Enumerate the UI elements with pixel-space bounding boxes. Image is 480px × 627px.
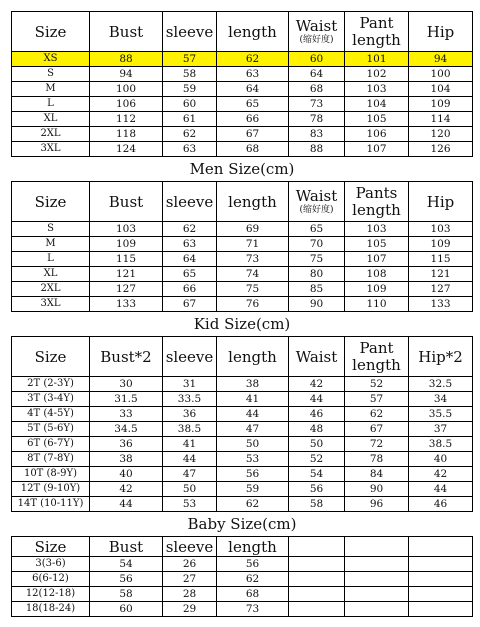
table-row: 8T (7-8Y) 38 44 53 52 78 40 — [12, 452, 473, 467]
men-header-waist: Waist (缩好度) — [289, 182, 345, 222]
table-row: S 94 58 63 64 102 100 — [12, 67, 473, 82]
table-row: XS 88 57 62 60 101 94 — [12, 52, 473, 67]
empty-cell — [409, 587, 473, 602]
table-row: 10T (8-9Y) 40 47 56 54 84 42 — [12, 467, 473, 482]
kid-header-hip: Hip*2 — [409, 337, 473, 377]
baby-header-bust: Bust — [90, 537, 163, 557]
women-header-size: Size — [12, 12, 90, 52]
kid-header-row — [12, 337, 473, 377]
baby-header-row — [12, 537, 473, 557]
kid-header-size: Size — [12, 337, 90, 377]
women-header-sleeve: sleeve — [163, 12, 217, 52]
empty-cell — [345, 572, 409, 587]
table-row: M 100 59 64 68 103 104 — [12, 82, 473, 97]
empty-cell — [345, 557, 409, 572]
empty-cell — [345, 587, 409, 602]
empty-cell — [409, 602, 473, 617]
size-chart-table — [11, 11, 473, 617]
table-row: 18(18-24) 60 29 73 — [12, 602, 473, 617]
men-section-title: Men Size(cm) — [12, 157, 473, 182]
table-row: 2XL 127 66 75 85 109 127 — [12, 282, 473, 297]
empty-cell — [345, 537, 409, 557]
baby-header-sleeve: sleeve — [163, 537, 217, 557]
women-header-hip: Hip — [409, 12, 473, 52]
kid-header-sleeve: sleeve — [163, 337, 217, 377]
kid-section-title: Kid Size(cm) — [12, 312, 473, 337]
table-row: 2T (2-3Y) 30 31 38 42 52 32.5 — [12, 377, 473, 392]
empty-cell — [409, 572, 473, 587]
men-section-title-row — [12, 157, 473, 182]
table-row: 14T (10-11Y) 44 53 62 58 96 46 — [12, 497, 473, 512]
table-row: 12(12-18) 58 28 68 — [12, 587, 473, 602]
table-row: 3XL 133 67 76 90 110 133 — [12, 297, 473, 312]
table-row: L 106 60 65 73 104 109 — [12, 97, 473, 112]
men-header-length: length — [217, 182, 289, 222]
table-row: S 103 62 69 65 103 103 — [12, 222, 473, 237]
baby-header-length: length — [217, 537, 289, 557]
table-row: 5T (5-6Y) 34.5 38.5 47 48 67 37 — [12, 422, 473, 437]
baby-section-title: Baby Size(cm) — [12, 512, 473, 537]
table-row: 6T (6-7Y) 36 41 50 50 72 38.5 — [12, 437, 473, 452]
table-row: XL 112 61 66 78 105 114 — [12, 112, 473, 127]
empty-cell — [289, 557, 345, 572]
kid-header-pant-length: Pant length — [345, 337, 409, 377]
kid-header-waist: Waist — [289, 337, 345, 377]
empty-cell — [345, 602, 409, 617]
table-row: 4T (4-5Y) 33 36 44 46 62 35.5 — [12, 407, 473, 422]
table-row: L 115 64 73 75 107 115 — [12, 252, 473, 267]
women-header-bust: Bust — [90, 12, 163, 52]
kid-header-bust: Bust*2 — [90, 337, 163, 377]
table-row: 2XL 118 62 67 83 106 120 — [12, 127, 473, 142]
empty-cell — [289, 537, 345, 557]
table-row: 3XL 124 63 68 88 107 126 — [12, 142, 473, 157]
table-row: M 109 63 71 70 105 109 — [12, 237, 473, 252]
baby-section-title-row — [12, 512, 473, 537]
kid-section-title-row — [12, 312, 473, 337]
men-header-row — [12, 182, 473, 222]
women-header-pant-length: Pant length — [345, 12, 409, 52]
table-row: 3(3-6) 54 26 56 — [12, 557, 473, 572]
empty-cell — [289, 602, 345, 617]
table-row: 3T (3-4Y) 31.5 33.5 41 44 57 34 — [12, 392, 473, 407]
table-row: XL 121 65 74 80 108 121 — [12, 267, 473, 282]
empty-cell — [409, 537, 473, 557]
men-header-bust: Bust — [90, 182, 163, 222]
women-header-row — [12, 12, 473, 52]
men-header-sleeve: sleeve — [163, 182, 217, 222]
table-row: 6(6-12) 56 27 62 — [12, 572, 473, 587]
women-header-length: length — [217, 12, 289, 52]
empty-cell — [289, 572, 345, 587]
empty-cell — [289, 587, 345, 602]
size-chart — [11, 11, 472, 617]
table-row: 12T (9-10Y) 42 50 59 56 90 44 — [12, 482, 473, 497]
empty-cell — [409, 557, 473, 572]
men-header-hip: Hip — [409, 182, 473, 222]
baby-header-size: Size — [12, 537, 90, 557]
women-header-waist: Waist (缩好度) — [289, 12, 345, 52]
men-header-pants-length: Pants length — [345, 182, 409, 222]
kid-header-length: length — [217, 337, 289, 377]
men-header-size: Size — [12, 182, 90, 222]
